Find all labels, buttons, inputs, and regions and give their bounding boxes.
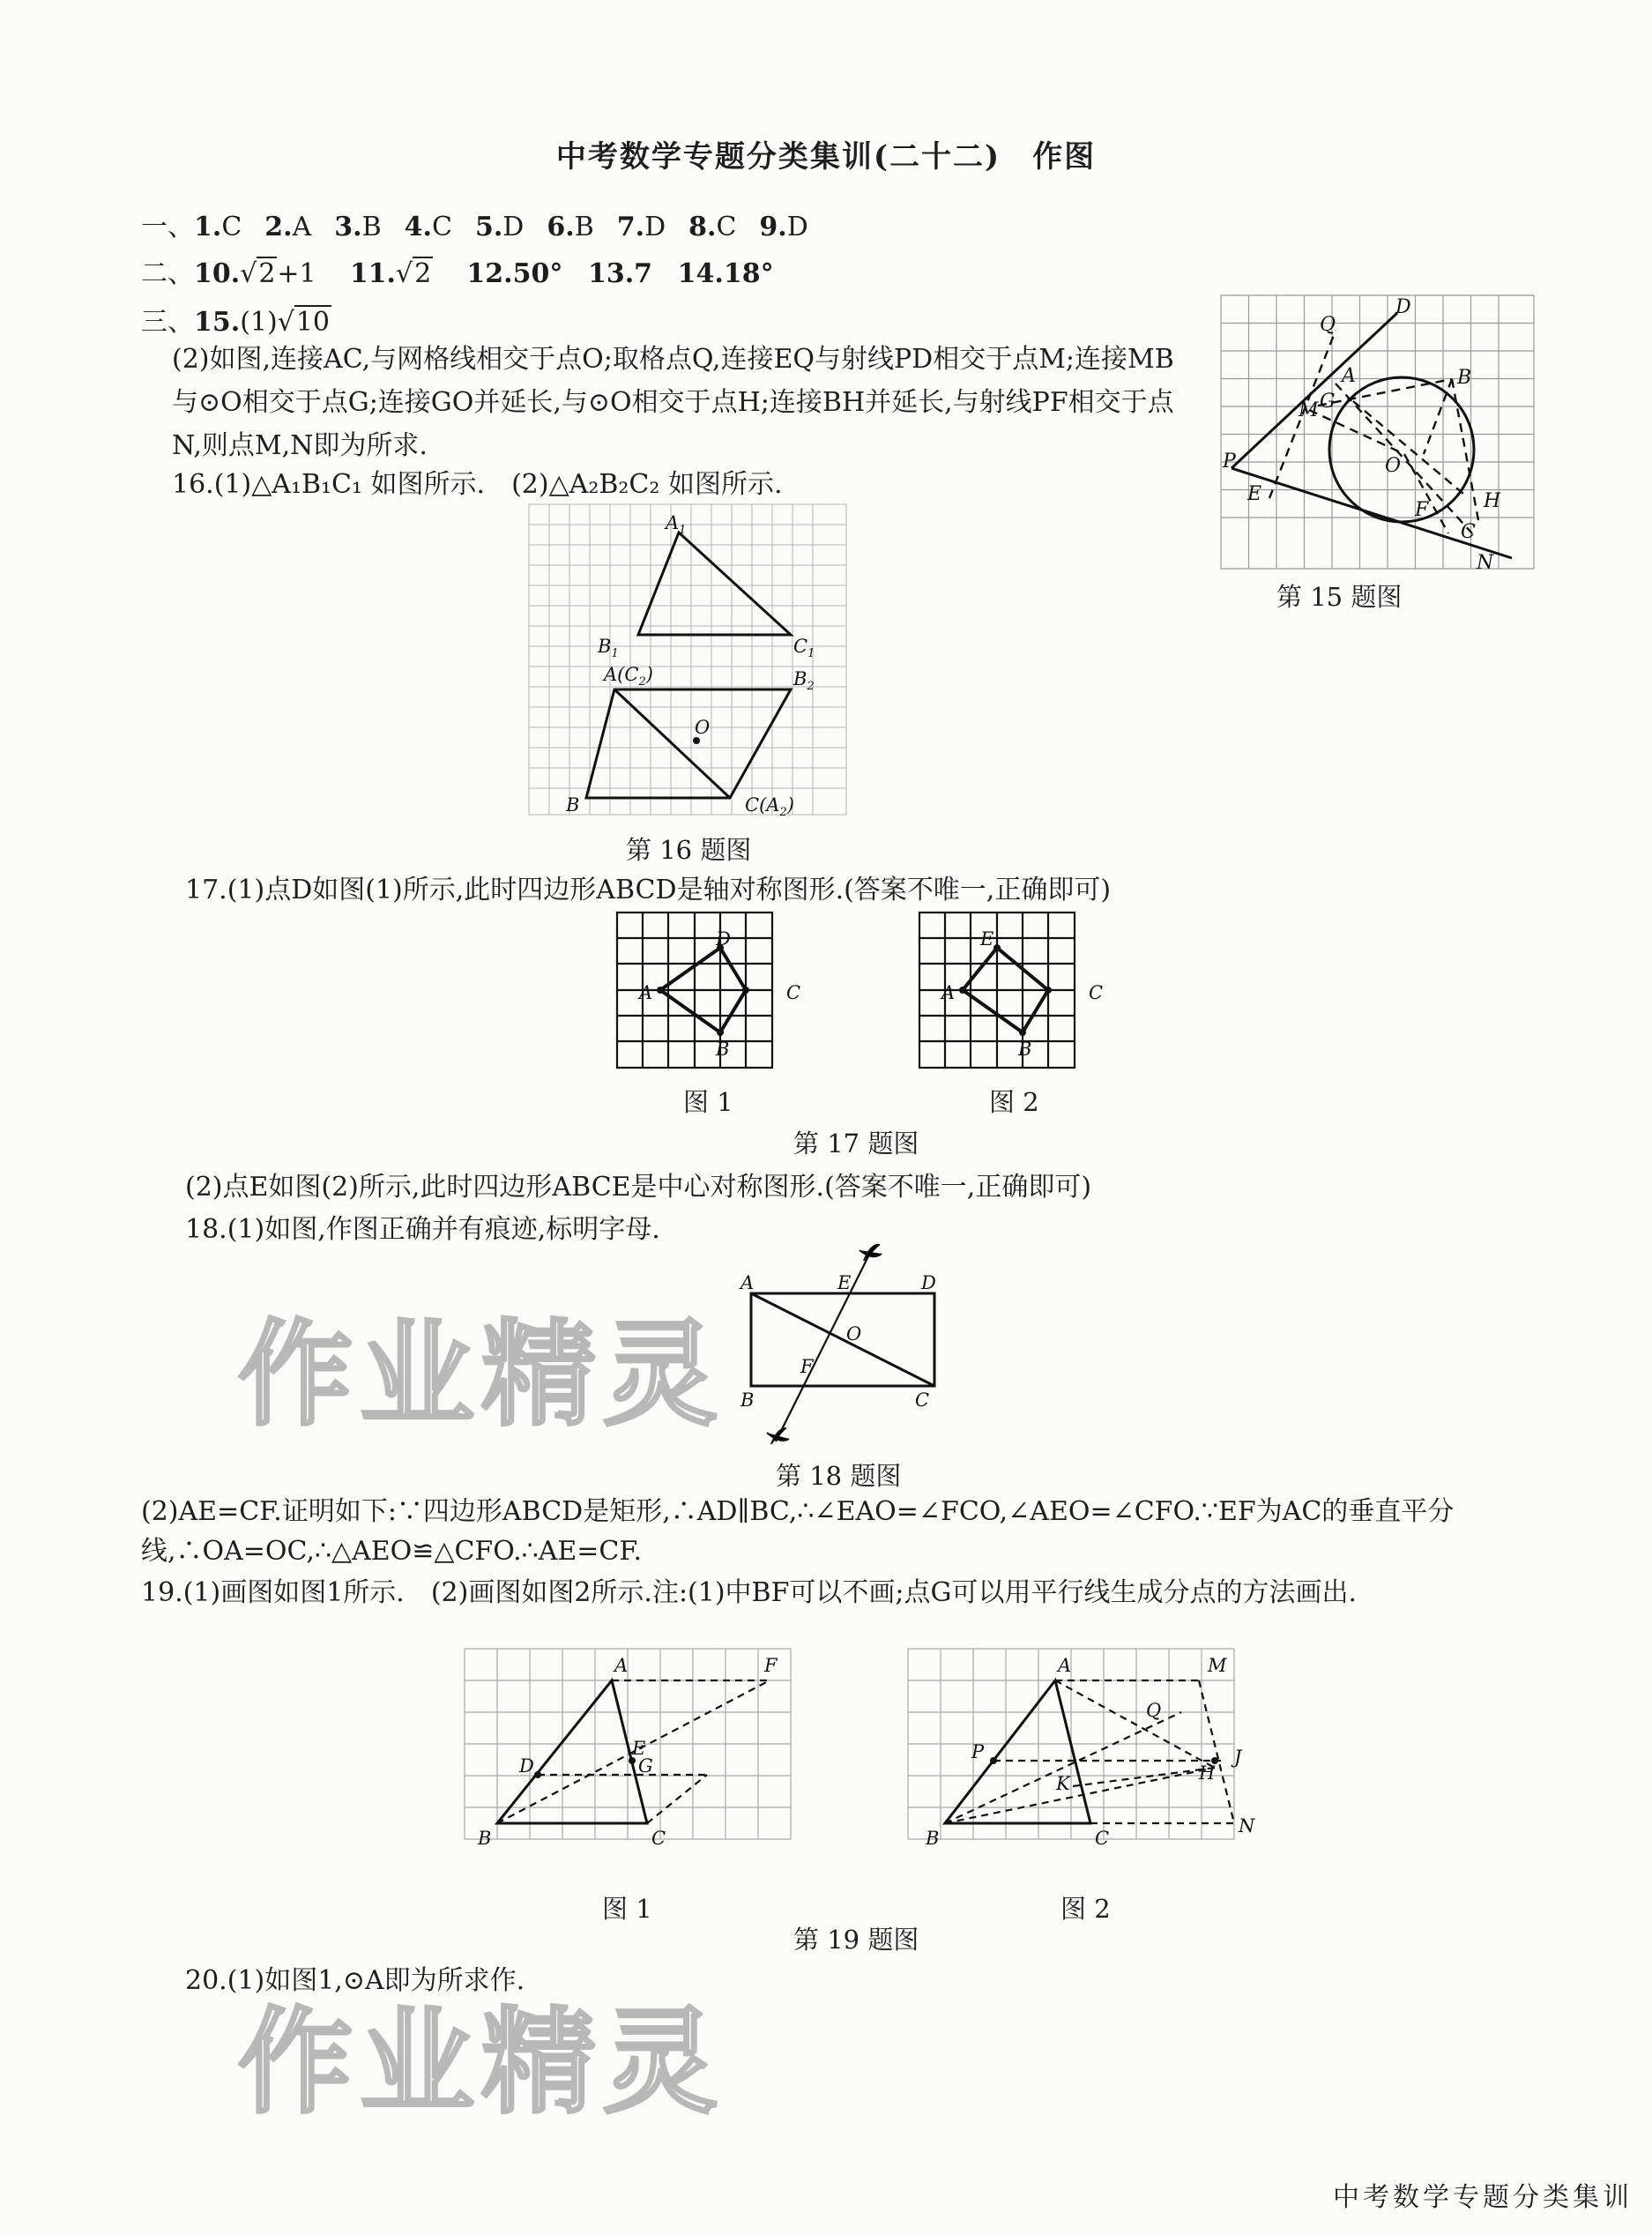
svg-text:C1: $C_1$ [793,636,815,660]
caption-fig17: 第 17 题图 [793,1129,919,1158]
figure-15 [1221,295,1538,576]
svg-text:B: B [926,1828,940,1849]
svg-text:B: B [566,794,580,816]
q16-text: 16.(1)△A₁B₁C₁ 如图所示. (2)△A₂B₂C₂ 如图所示. [172,469,783,500]
caption-fig18: 第 18 题图 [776,1461,902,1491]
label-G: G [1320,391,1336,413]
svg-text:K: K [1056,1773,1070,1794]
svg-text:E: E [980,928,994,950]
svg-text:C: C [1089,982,1104,1003]
caption-fig16: 第 16 题图 [626,835,752,865]
choice-answer: 7.D [616,212,666,242]
svg-text:A: A [614,1655,629,1676]
svg-text:G: G [638,1755,653,1777]
q18b-text: (2)AE=CF.证明如下:∵四边形ABCD是矩形,∴AD∥BC,∴∠EAO=∠FCO,∠AEO=∠CFO.∵EF为AC的垂直平分线,∴OA=OC,∴△AEO≌△CFO.∴AE=CF. [141,1496,1455,1567]
svg-text:M: M [1208,1655,1227,1676]
q17b-text: (2)点E如图(2)所示,此时四边形ABCE是中心对称图形.(答案不唯一,正确即可) [185,1172,1092,1203]
label-M: M [1299,399,1319,421]
figure-19-2 [908,1649,1255,1851]
svg-text:D: D [921,1272,936,1293]
answer-section-3: 三、15.(1)√10 [141,307,331,338]
figure-17-labels [635,917,1111,1076]
label-P: P [1223,451,1236,473]
svg-text:H: H [1199,1762,1216,1784]
svg-text:E: E [837,1272,852,1293]
svg-text:A: A [1058,1655,1072,1676]
caption-fig15: 第 15 题图 [1276,582,1403,612]
figure-18 [740,1243,952,1455]
choice-answers [194,212,831,242]
choice-answer: 6.B [547,212,594,242]
choice-answer: 5.D [474,212,525,242]
svg-text:B1: $B_1$ [598,636,619,660]
q19-text: 19.(1)画图如图1所示. (2)画图如图2所示.注:(1)中BF可以不画;点G可以用平行线生成分点的方法画出. [141,1577,1358,1608]
svg-text:O: O [846,1323,862,1345]
choice-answer: 1.C [194,212,242,242]
caption-fig19: 第 19 题图 [793,1925,919,1955]
svg-text:B: B [1018,1039,1032,1060]
svg-text:N: N [1239,1815,1255,1836]
answer-section-1 [141,205,831,243]
figure-19-1 [465,1649,795,1851]
label-F: F [1415,499,1429,521]
label-B: B [1457,367,1472,389]
svg-text:C: C [786,982,801,1003]
svg-text:B2: $B_2$ [793,668,815,693]
svg-text:F: F [764,1655,778,1676]
q17-text: 17.(1)点D如图(1)所示,此时四边形ABCD是轴对称图形.(答案不唯一,正确即可) [185,875,1112,905]
label-O: O [1385,455,1402,477]
section-label: 一、 [141,212,194,242]
svg-text:F: F [800,1356,814,1377]
label-Q: Q [1320,314,1336,336]
svg-text:Q: Q [1146,1700,1162,1721]
choice-answer: 8.C [688,212,737,242]
svg-text:B: B [716,1039,730,1060]
label-E: E [1247,483,1262,505]
svg-text:O: O [695,717,711,738]
caption-fig17-1: 图 1 [683,1087,733,1117]
page-title: 中考数学专题分类集训(二十二) 作图 [555,139,1097,175]
svg-text:C: C [915,1389,930,1411]
page-footer: 中考数学专题分类集训 [1333,2182,1633,2213]
svg-text:A1: $A_1$ [666,512,687,537]
q15-explanation: (2)如图,连接AC,与网格线相交于点O;取格点Q,连接EQ与射线PD相交于点M;连接MB与⊙O相交于点G;连接GO并延长,与⊙O相交于点H;连接BH并延长,与射线PF相交于点N,则点M,N即为所求. [172,344,1174,461]
svg-text:E: E [632,1738,646,1759]
svg-text:C: C [1095,1828,1110,1849]
svg-text:C(A2): $C(A_2)$ [745,794,794,819]
label-A: A [1342,365,1356,387]
svg-text:A: A [740,1272,755,1293]
q18-text: 18.(1)如图,作图正确并有痕迹,标明字母. [185,1214,660,1245]
svg-text:C: C [651,1828,666,1849]
caption-fig17-2: 图 2 [989,1087,1039,1117]
svg-text:D: D [716,928,731,950]
label-N: N [1477,552,1494,574]
figure-16 [529,504,848,817]
watermark: 作业精灵 [238,1307,726,1442]
svg-text:D: D [519,1755,534,1777]
svg-text:P: P [971,1741,985,1762]
svg-text:A: A [941,982,956,1003]
svg-text:B: B [740,1389,755,1411]
svg-text:B: B [478,1828,492,1849]
label-D: D [1395,296,1411,318]
answer-section-2: 二、10.√2+1 11.√2 12.50° 13.7 14.18° [141,258,774,289]
q20-text: 20.(1)如图1,⊙A即为所求作. [185,1965,525,1996]
caption-fig19-2: 图 2 [1060,1894,1111,1924]
choice-answer: 3.B [334,212,382,242]
label-H: H [1484,490,1501,512]
svg-text:J: J [1234,1747,1242,1768]
choice-answer: 2.A [264,212,312,242]
label-C: C [1461,521,1476,543]
watermark-2: 作业精灵 [238,1995,726,2129]
svg-text:A: A [639,982,653,1003]
caption-fig19-1: 图 1 [602,1894,652,1924]
choice-answer: 9.D [759,212,808,242]
choice-answer: 4.C [404,212,452,242]
svg-text:A(C2): $A(C_2)$ [604,664,653,689]
